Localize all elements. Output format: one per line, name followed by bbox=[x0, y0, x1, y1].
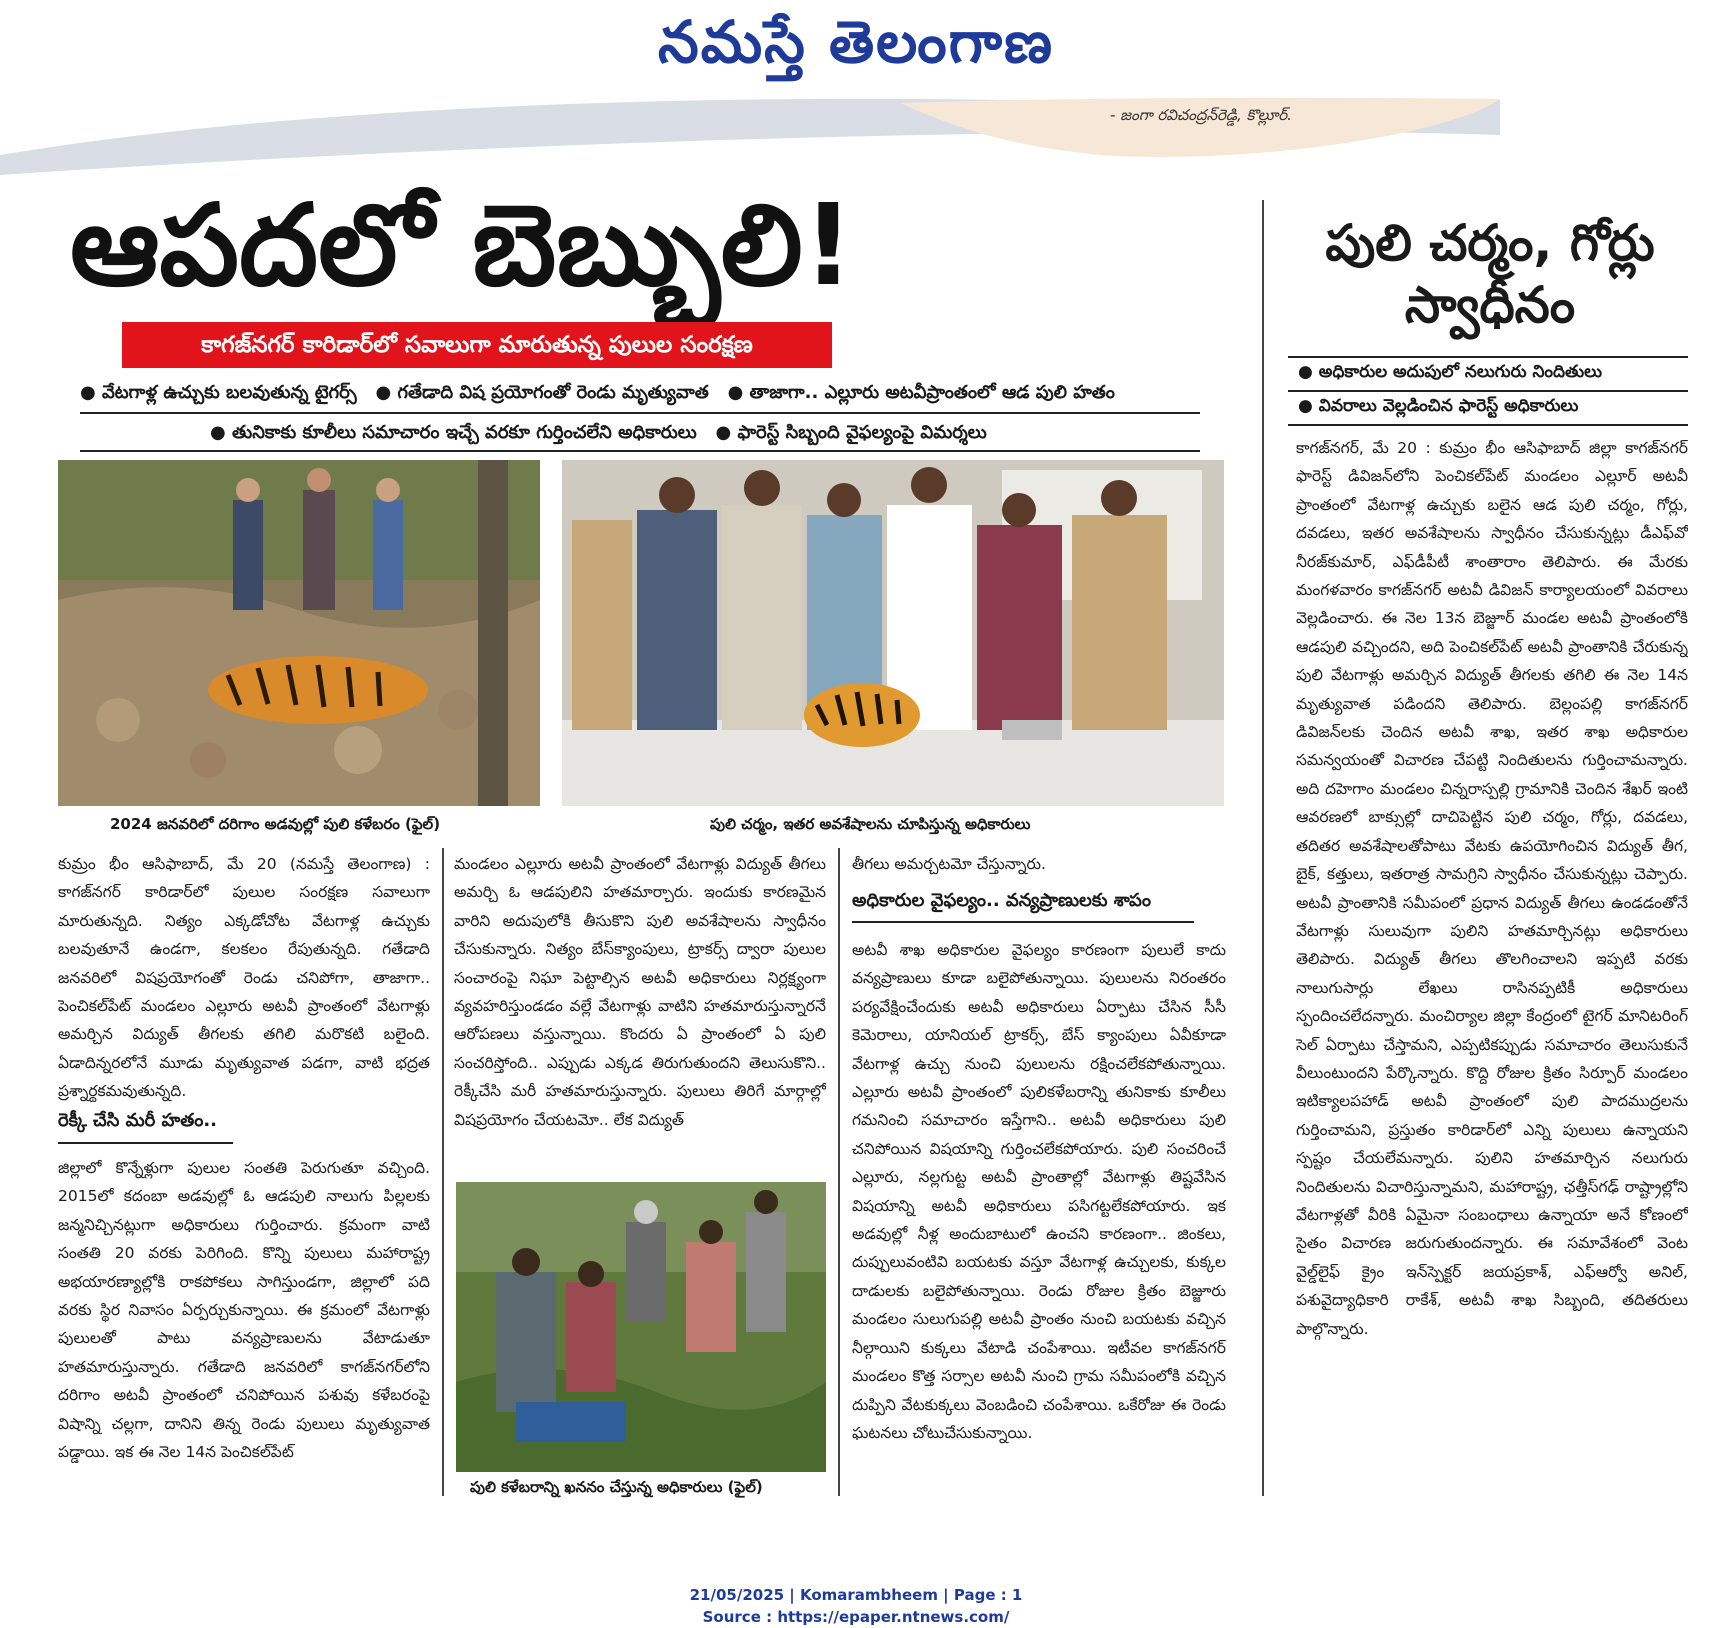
sidebar-body: కాగజ్‌నగర్, మే 20 : కుమ్రం భీం ఆసిఫాబాద్ జిల్లా కాగజ్‌నగర్ ఫారెస్ట్ డివిజన్‌లోని పెంచికల్‌పేట్ మండలం ఎల్లూర్ అటవీ ప్రాంతంలో వేటగాళ్ల ఉచ్చుకు బలైన ఆడ పులి చర్మం, గోర్లు, దవడలు, ఇతర అవశేషాలను స్వాధీనం చేసుకున్నట్లు డీఎఫ్‌వో నీరజ్‌కుమార్, ఎఫ్‌డీపీటీ శాంతారాం తెలిపారు. ఈ మేరకు మంగళవారం కాగజ్‌నగర్ అటవీ డివిజన్ కార్యాలయంలో వివరాలు వెల్లడించారు. ఈ నెల 13న బెజ్జూర్ మండల అటవీ ప్రాంతంలోకి ఆడపులి వచ్చిందని, అది పెంచికల్‌పేట్ అటవీ ప్రాంతానికి చేరుకున్న పులి వేటగాళ్లు అమర్చిన విద్యుత్ తీగలకు తగిలి ఈ నెల 14న మృత్యువాత పడిందని తెలిపారు. బెల్లంపల్లి కాగజ్‌నగర్ డివిజన్‌లకు చెందిన అటవీ శాఖ, ఇతర శాఖ అధికారుల సమన్వయంతో విచారణ చేపట్టి నిందితులను గుర్తించామన్నారు. అది దహెగాం మండలం చిన్నరాస్పల్లి గ్రామానికి చెందిన శేఖర్ ఇంటి ఆవరణలో బాక్సుల్లో దాచిపెట్టిన పులి చర్మం, గోర్లు, దవడలు, తదితర అవశేషాలతోపాటు వేటకు ఉపయోగించిన విద్యుత్ తీగ, బైక్, కత్తులు, ఇతరాత్ర సామగ్రిని స్వాధీనం చేసుకున్నట్లు చెప్పారు. అటవీ ప్రాంతానికి సమీపంలో ప్రధాన విద్యుత్ తీగలు ఉండడంతోనే వేటగాళ్లు సులువుగా పులిని హతమార్చినట్లు అధికారులు తెలిపారు. విద్యుత్ తీగలు తొలగించాలని ఇప్పటి వరకు నాలుగుసార్లు లేఖలు రాసినప్పటికీ అధికారులు స్పందించలేదన్నారు. మంచిర్యాల జిల్లా కేంద్రంలో టైగర్ మానిటరింగ్ సెల్ ఏర్పాటు చేస్తామని, ఎప్పటికప్పుడు సమాచారం తెలుసుకునే వీలుంటుందని పేర్కొన్నారు. కొద్ది రోజుల క్రితం సిర్పూర్ మండలం ఇటిక్యాలపహాడ్ అటవీ ప్రాంతంలో పులి పాదముద్రలను గుర్తించామని, ప్రస్తుతం కారిడార్‌లో ఎన్ని పులులు ఉన్నాయని స్పష్టం చేయలేమన్నారు. పులిని హతమార్చిన నలుగురు నిందితులను విచారిస్తున్నామని, మహారాష్ట్ర, ఛత్తీస్‌గఢ్ రాష్ట్రాల్లోని వేటగాళ్లతో వీరికి ఏమైనా సంబంధాలు ఉన్నాయా అనే కోణంలో సైతం విచారణ జరుగుతుందన్నారు. ఈ సమావేశంలో వెంట వైల్డ్‌లైఫ్ క్రైం ఇన్‌స్పెక్టర్ జయప్రకాశ్, ఎఫ్‌ఆర్వో అనిల్, పశువైద్యాధికారి రాకేశ్, అటవీ శాఖ సిబ్బంది, తదితరులు పాల్గొన్నారు. bbox=[1296, 439, 1688, 1338]
bullet-dot: ● bbox=[715, 382, 750, 403]
photo-tiger-carcass bbox=[58, 460, 540, 806]
page-footer bbox=[0, 1584, 1712, 1628]
photo-burial-image bbox=[456, 1182, 826, 1472]
col1-para1: కుమ్రం భీం ఆసిఫాబాద్, మే 20 (నమస్తే తెలంగాణ) : కాగజ్‌నగర్ కారిడార్‌లో పులుల సంరక్షణ సవాలుగా మారుతున్నది. నిత్యం ఎక్కడోచోట వేటగాళ్ల ఉచ్చుకు బలవుతూనే ఉండగా, కలకలం రేపుతున్నది. గతేడాది జనవరిలో విషప్రయోగంతో రెండు చనిపోగా, తాజాగా.. పెంచికల్‌పేట్ మండలం ఎల్లూరు అటవీ ప్రాంతంలో వేటగాళ్లు అమర్చిన విద్యుత్ తీగలకు తగిలి మరొకటి బలైంది. ఏడాదిన్నరలోనే మూడు మృత్యువాత పడగా, వాటి భద్రత ప్రశ్నార్థకమవుతున్నది. bbox=[58, 855, 430, 1101]
sidebar-divider bbox=[1262, 200, 1264, 1496]
col2-para1: మండలం ఎల్లూరు అటవీ ప్రాంతంలో వేటగాళ్లు విద్యుత్ తీగలు అమర్చి ఓ ఆడపులిని హతమార్చారు. ఇందుకు కారణమైన వారిని అదుపులోకి తీసుకొని పులి అవశేషాలను స్వాధీనం చేసుకున్నారు. నిత్యం బేస్‌క్యాంపులు, ట్రాకర్స్ ద్వారా పులుల సంచారంపై నిఘా పెట్టాల్సిన అటవీ అధికారులు నిర్లక్ష్యంగా వ్యవహరిస్తుండడం వల్లే వేటగాళ్లు వాటిని హతమారుస్తున్నారనే ఆరోపణలు వస్తున్నాయి. కొందరు ఏ ప్రాంతంలో ఏ పులి సంచరిస్తోంది.. ఎప్పుడు ఎక్కడ తిరుగుతుందని తెలుసుకొని.. రెక్కీచేసి మరీ హతమారుస్తున్నారు. పులులు తిరిగే మార్గాల్లో విషప్రయోగం చేయటమో.. లేక విద్యుత్ bbox=[454, 855, 826, 1129]
photo-tiger-carcass-image bbox=[58, 460, 540, 806]
divider bbox=[80, 412, 1200, 414]
col1-subhead: రెక్కీ చేసి మరీ హతం.. bbox=[58, 1110, 217, 1131]
col1-para2: జిల్లాలో కొన్నేళ్లుగా పులుల సంతతి పెరుగుతూ వచ్చింది. 2015లో కదంబా అడవుల్లో ఓ ఆడపులి నాలుగు పిల్లలకు జన్మనిచ్చినట్లుగా అధికారులు గుర్తించారు. క్రమంగా వాటి సంతతి 20 వరకు పెరిగింది. కొన్ని పులులు మహారాష్ట్ర అభయారణ్యాల్లోకి రాకపోకలు సాగిస్తుండగా, జిల్లాలో పది వరకు స్థిర నివాసం ఏర్పర్చుకున్నాయి. ఈ క్రమంలో వేటగాళ్లు పులులతో పాటు వన్యప్రాణులను వేటాడుతూ హతమారుస్తున్నారు. గతేడాది జనవరిలో కాగజ్‌నగర్‌లోని దరిగాం అటవీ ప్రాంతంలో చనిపోయిన పశువు కళేబరంపై విషాన్ని చల్లగా, దానిని తిన్న రెండు పులులు మృత్యువాత పడ్డాయి. ఇక ఈ నెల 14న పెంచికల్‌పేట్ bbox=[58, 1159, 430, 1462]
bullet-item: ఫారెస్ట్ సిబ్బంది వైఫల్యంపై విమర్శలు bbox=[737, 422, 987, 443]
photo3-caption: పులి కళేబరాన్ని ఖననం చేస్తున్న అధికారులు (ఫైల్) bbox=[470, 1478, 763, 1496]
bullet-dot: ● bbox=[210, 422, 232, 443]
bullet-item: తునికాకు కూలీలు సమాచారం ఇచ్చే వరకూ గుర్తించలేని అధికారులు bbox=[231, 422, 697, 443]
divider bbox=[80, 450, 1200, 452]
sidebar-title-line2: స్వాధీనం bbox=[1404, 276, 1576, 334]
bullet-dot: ● bbox=[80, 382, 102, 403]
photo-officials-tiger-skin bbox=[562, 460, 1224, 806]
bullet-item: తాజాగా.. ఎల్లూరు అటవీప్రాంతంలో ఆడ పులి హతం bbox=[749, 382, 1115, 403]
photo2-caption: పులి చర్మం, ఇతర అవశేషాలను చూపిస్తున్న అధికారులు bbox=[710, 815, 1031, 833]
photo-burial bbox=[456, 1182, 826, 1472]
bullet-row-2 bbox=[210, 422, 1110, 447]
bullet-dot: ● bbox=[1298, 396, 1319, 416]
newspaper-masthead: నమస్తే తెలంగాణ bbox=[658, 8, 1054, 76]
photo-officials-image bbox=[562, 460, 1224, 806]
bullet-item: గతేడాది విష ప్రయోగంతో రెండు మృత్యువాత bbox=[397, 382, 709, 403]
subhead-underline bbox=[58, 1142, 233, 1144]
photo1-caption: 2024 జనవరిలో దరిగాం అడవుల్లో పులి కళేబరం (ఫైల్) bbox=[110, 815, 441, 833]
subhead-underline bbox=[852, 921, 1194, 923]
footer-date-edition: 21/05/2025 | Komarambheem | Page : 1 bbox=[689, 1586, 1023, 1604]
bullet-dot: ● bbox=[702, 422, 738, 443]
divider bbox=[1288, 390, 1688, 392]
masthead-swoosh bbox=[0, 95, 1712, 175]
sidebar-title bbox=[1290, 212, 1690, 336]
bullet-item: అధికారుల అదుపులో నలుగురు నిందితులు bbox=[1318, 362, 1603, 382]
footer-source: Source : https://epaper.ntnews.com/ bbox=[702, 1608, 1010, 1626]
main-headline: ఆపదలో బెబ్బులి! bbox=[70, 181, 854, 311]
column-divider bbox=[442, 848, 444, 1496]
col3-subhead: అధికారుల వైఫల్యం.. వన్యప్రాణులకు శాపం bbox=[852, 890, 1151, 911]
headline-banner: కాగజ్‌నగర్ కారిడార్‌లో సవాలుగా మారుతున్న పులుల సంరక్షణ bbox=[122, 322, 832, 368]
bullet-dot: ● bbox=[363, 382, 398, 403]
byline: - జంగా రవిచంద్రన్‌రెడ్డి, కొల్లూర్. bbox=[1110, 106, 1292, 124]
column-divider bbox=[838, 848, 840, 1496]
bullet-item: వేటగాళ్ల ఉచ్చుకు బలవుతున్న టైగర్స్ bbox=[101, 382, 357, 403]
sidebar-bullet-1 bbox=[1298, 362, 1602, 386]
bullet-dot: ● bbox=[1298, 362, 1319, 382]
divider bbox=[1288, 424, 1688, 426]
col3-para1: అటవీ శాఖ అధికారుల వైఫల్యం కారణంగా పులులే కాదు వన్యప్రాణులు కూడా బలైపోతున్నాయి. పులులను నిరంతరం పర్యవేక్షించేందుకు అటవీ అధికారులు ఏర్పాటు చేసిన సీసీ కెమెరాలు, యానియల్ ట్రాకర్స్, బేస్ క్యాంపులు ఏవీకూడా వేటగాళ్ల ఉచ్చు నుంచి పులులను రక్షించలేకపోతున్నాయి. ఎల్లూరు అటవీ ప్రాంతంలో పులికళేబరాన్ని తునికాకు కూలీలు గమనించి సమాచారం ఇస్తేగాని.. అటవీ అధికారులు పులి చనిపోయిన విషయాన్ని గుర్తించలేకపోయారు. పులి సంచరించే ఎల్లూరు, నల్లగుట్ట అటవీ ప్రాంతాల్లో వేటగాళ్లు తిష్టవేసిన విషయాన్ని అటవీ అధికారులు పసిగట్టలేకపోయారు. ఇక అడవుల్లో నీళ్ల అందుబాటులో ఉంచని కారణంగా.. జింకలు, దుప్పులువంటివి బయటకు వస్తూ వేటగాళ్ల ఉచ్చులకు, కుక్కల దాడులకు బలైపోతున్నాయి. రెండు రోజుల క్రితం బెజ్జూరు మండలం సులుగుపల్లి అటవీ ప్రాంతం నుంచి బయటకు వచ్చిన నీల్గాయిని కుక్కలు వేటాడి చంపేశాయి. ఇటీవల కాగజ్‌నగర్ మండలం కొత్త సర్సాల అటవీ నుంచి గ్రామ సమీపంలోకి వచ్చిన దుప్పిని వేటకుక్కలు వెంబడించి చంపేశాయి. ఒకేరోజు ఈ రెండు ఘటనలు చోటుచేసుకున్నాయి. bbox=[852, 941, 1226, 1442]
bullet-item: వివరాలు వెల్లడించిన ఫారెస్ట్ అధికారులు bbox=[1318, 396, 1579, 416]
sidebar-title-line1: పులి చర్మం, గోర్లు bbox=[1325, 214, 1655, 272]
divider bbox=[1288, 356, 1688, 358]
sidebar-bullet-2 bbox=[1298, 396, 1578, 420]
col3-para0: తీగలు అమర్చటమో చేస్తున్నారు. bbox=[852, 855, 1046, 873]
bullet-row-1 bbox=[80, 382, 1200, 407]
